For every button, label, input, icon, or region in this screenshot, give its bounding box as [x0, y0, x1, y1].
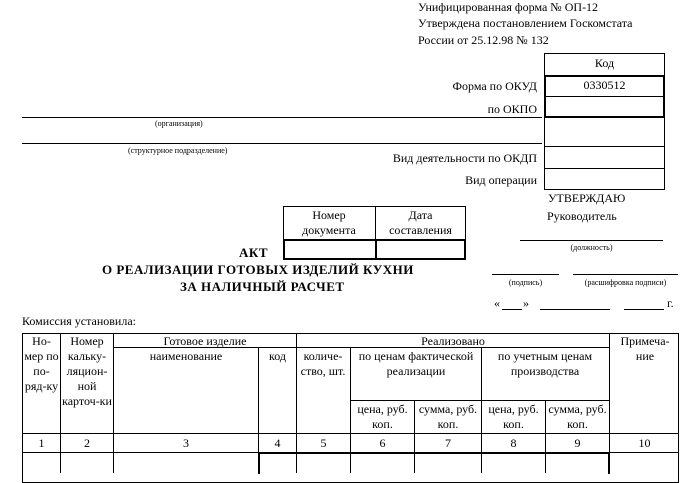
divider — [544, 168, 665, 169]
okdp-label: Вид деятельности по ОКДП — [392, 151, 537, 165]
col-num-5: 5 — [320, 436, 327, 450]
year-line — [624, 309, 664, 310]
decoding-line — [573, 274, 678, 275]
approve-head: Руководитель — [547, 209, 617, 223]
col-card-header: Номер кальку-ляцион-ной карточ-ки — [62, 334, 112, 408]
divider — [544, 146, 665, 147]
doc-number-label: Номер документа — [302, 208, 356, 237]
col-num-6: 6 — [379, 436, 386, 450]
col-num-2: 2 — [84, 436, 90, 450]
col-qty-header: количе-ство, шт. — [300, 349, 346, 378]
signature-caption: (подпись) — [508, 278, 543, 287]
date-open-quote: « — [494, 296, 500, 310]
col-num-10: 10 — [638, 436, 651, 450]
col-num-7: 7 — [445, 436, 451, 450]
okpo-label: по ОКПО — [487, 102, 537, 116]
col-num-3: 3 — [183, 436, 189, 450]
okud-value: 0330512 — [583, 78, 626, 92]
commission-text: Комиссия установила: — [22, 314, 136, 328]
day-line — [502, 309, 522, 310]
divider — [350, 400, 609, 401]
form-approval: Утверждена постановлением Госкомстата — [418, 16, 633, 30]
okud-label: Форма по ОКУД — [452, 79, 537, 93]
col-product-header: Готовое изделие — [163, 334, 247, 348]
year-suffix: г. — [667, 296, 674, 310]
act-title: АКТ — [239, 245, 268, 260]
month-line — [540, 309, 610, 310]
act-subtitle-2: ЗА НАЛИЧНЫЙ РАСЧЕТ — [180, 279, 345, 294]
col-sum2-header: сумма, руб. коп. — [548, 402, 607, 431]
kod-header: Код — [594, 56, 615, 70]
col-number-header: Но-мер по по-ряд-ку — [24, 334, 59, 393]
position-line — [520, 240, 663, 241]
form-approval-date: России от 25.12.98 № 132 — [418, 33, 549, 47]
act-subtitle: О РЕАЛИЗАЦИИ ГОТОВЫХ ИЗДЕЛИЙ КУХНИ — [102, 262, 414, 277]
col-price2-header: цена, руб. коп. — [488, 402, 539, 431]
organization-line — [22, 117, 542, 118]
decoding-caption: (расшифровка подписи) — [584, 278, 667, 287]
col-num-1: 1 — [38, 436, 45, 450]
col-code-header: код — [269, 349, 286, 363]
divider — [544, 96, 665, 97]
subdivision-line — [22, 143, 542, 144]
col-acc-prices-header: по учетным ценам производства — [497, 349, 593, 378]
col-name-header: наименование — [149, 349, 223, 363]
operation-label: Вид операции — [465, 173, 537, 187]
subdivision-caption: (структурное подразделение) — [128, 146, 228, 155]
codes-box — [544, 53, 665, 190]
col-sale-prices-header: по ценам фактической реализации — [358, 349, 474, 378]
col-sum1-header: сумма, руб. коп. — [418, 402, 478, 431]
col-sold-header: Реализовано — [421, 334, 485, 348]
approve-title: УТВЕРЖДАЮ — [548, 191, 626, 205]
form-number: Унифицированная форма № ОП-12 — [418, 0, 599, 14]
col-num-8: 8 — [510, 436, 517, 450]
col-num-4: 4 — [274, 436, 281, 450]
doc-date-label: Дата составления — [389, 208, 452, 237]
col-price1-header: цена, руб. коп. — [357, 402, 408, 431]
divider — [375, 239, 377, 260]
signature-line — [492, 274, 559, 275]
date-close-quote: » — [523, 296, 529, 310]
organization-caption: (организация) — [155, 119, 203, 128]
col-note-header: Примеча-ние — [620, 334, 670, 363]
position-caption: (должность) — [570, 243, 613, 252]
col-num-9: 9 — [574, 436, 581, 450]
divider — [22, 433, 679, 434]
